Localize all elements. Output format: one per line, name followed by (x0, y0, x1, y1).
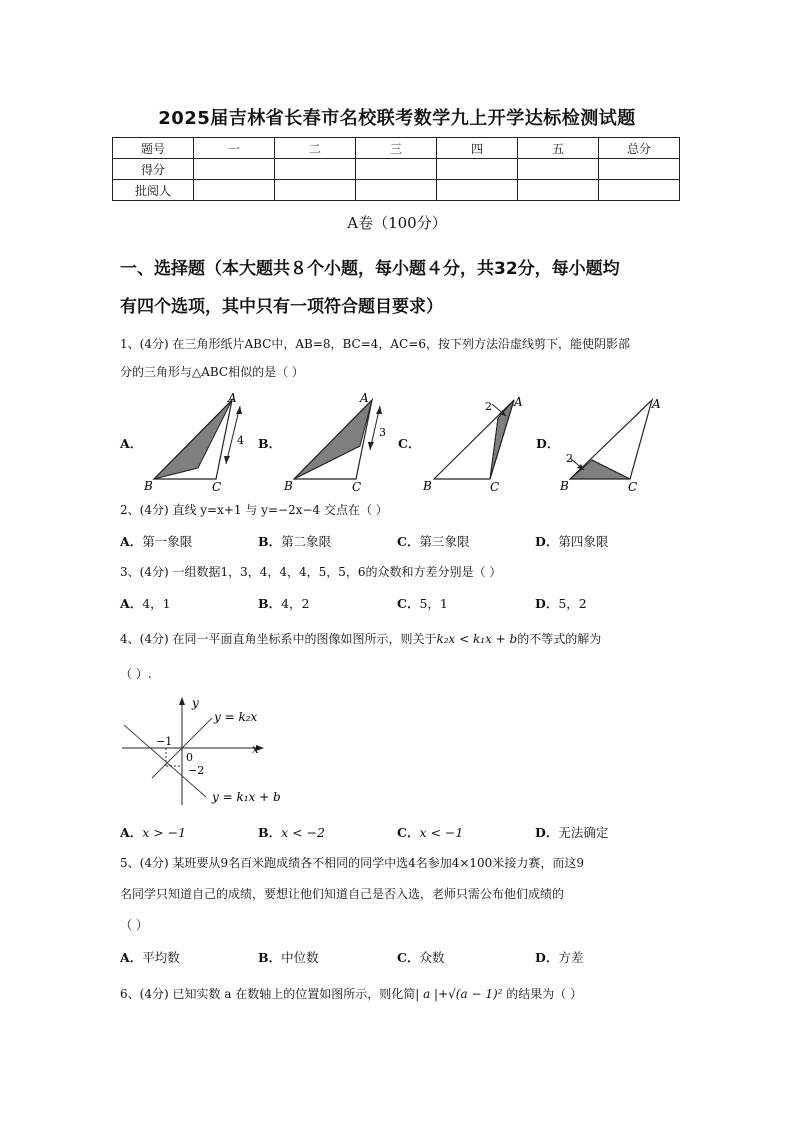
q4-graph (118, 693, 298, 808)
table-cell: 得分 (113, 159, 194, 180)
arrow-head (368, 442, 374, 450)
score-table-row (113, 159, 680, 180)
option-b: B．中位数 (258, 950, 319, 965)
score-table-header-row (113, 138, 680, 159)
part1-heading-line2: 有四个选项，其中只有一项符合题目要求） (120, 297, 443, 317)
option-b: B．x < −2 (258, 825, 325, 840)
q1-text-line2: 分的三角形与△ABC相似的是（ ） (120, 365, 304, 379)
option-a: A．第一象限 (120, 534, 193, 549)
option-d: D．第四象限 (535, 534, 609, 549)
line-label: y = k₂x (214, 710, 258, 724)
measure-label: 3 (379, 426, 386, 439)
measure-label: 2 (485, 400, 492, 413)
q6-text-suffix: 的结果为（ ） (506, 987, 583, 1001)
table-cell (275, 180, 356, 201)
arrow-head (236, 406, 242, 414)
measure-label: 2 (566, 452, 573, 465)
option-a: A．x > −1 (120, 825, 187, 840)
arrow-head (376, 406, 382, 414)
point-label: A (514, 395, 523, 409)
point-label: B (144, 479, 153, 493)
section-a-heading: A卷（100分） (347, 214, 447, 232)
point-label: C (352, 480, 362, 494)
q5-text-line2: 名同学只知道自己的成绩，要想让他们知道自己是否入选，老师只需公布他们成绩的 (120, 887, 565, 901)
q5-text-line3: （ ） (120, 918, 148, 932)
point-label: C (628, 480, 638, 494)
table-cell: 一 (194, 138, 275, 159)
option-a: A．平均数 (120, 950, 180, 965)
q4-text (120, 625, 680, 653)
table-cell (599, 180, 680, 201)
table-cell (518, 180, 599, 201)
tick-label: −2 (188, 764, 205, 777)
q6-text (120, 980, 680, 1008)
point-label: A (228, 391, 237, 405)
origin-label: 0 (186, 751, 193, 764)
line-label: y = k₁x + b (212, 790, 281, 804)
q1-text-line1: 1、(4分) 在三角形纸片ABC中，AB=8，BC=4，AC=6，按下列方法沿虚线剪下，能使阴影部 (120, 337, 630, 351)
q5-text-line1: 5、(4分) 某班要从9名百米跑成绩各不相同的同学中选4名参加4×100米接力赛，而这9 (120, 856, 584, 870)
q2-text: 2、(4分) 直线 y=x+1 与 y=−2x−4 交点在（ ） (120, 503, 388, 517)
q4-text-line2: （ ）. (120, 667, 152, 681)
point-label: B (284, 479, 293, 493)
q4-inequality: k₂x < k₁x + b (436, 632, 518, 646)
point-label: B (560, 479, 569, 493)
option-d: D．5，2 (535, 596, 587, 611)
q1-figure-c (420, 390, 535, 495)
point-label: A (652, 397, 661, 411)
q6-text-prefix: 6、(4分) 已知实数 a 在数轴上的位置如图所示，则化简 (120, 987, 416, 1001)
point-label: B (423, 479, 432, 493)
q5-options (120, 948, 680, 968)
q2-options (120, 532, 680, 552)
option-b: B．第二象限 (258, 534, 332, 549)
q1-option-a-label: A． (120, 436, 143, 451)
table-cell: 批阅人 (113, 180, 194, 201)
option-b: B．4，2 (258, 596, 310, 611)
q3-text: 3、(4分) 一组数据1，3，4，4，4，5，5，6的众数和方差分别是（ ） (120, 565, 502, 579)
q1-option-d-label: D． (536, 436, 560, 451)
tick-label: −1 (156, 735, 173, 748)
q1-option-c-label: C． (398, 436, 421, 451)
q4-text-suffix: 的不等式的解为 (517, 632, 602, 646)
table-cell (194, 180, 275, 201)
q1-figure-a (140, 390, 255, 495)
option-d: D．无法确定 (535, 825, 609, 840)
table-cell: 题号 (113, 138, 194, 159)
table-cell: 总分 (599, 138, 680, 159)
q1-figure-d (556, 390, 681, 495)
table-cell (356, 159, 437, 180)
y-axis-arrow (179, 697, 185, 705)
option-c: C．5，1 (397, 596, 448, 611)
table-cell (599, 159, 680, 180)
measure-label: 4 (237, 434, 244, 447)
table-cell (356, 180, 437, 201)
table-cell (437, 159, 518, 180)
table-cell: 二 (275, 138, 356, 159)
score-table (112, 137, 680, 201)
option-d: D．方差 (535, 950, 584, 965)
point-label: A (360, 391, 369, 405)
part1-heading-line1: 一、选择题（本大题共８个小题，每小题４分，共32分，每小题均 (120, 259, 620, 279)
page-title: 2025届吉林省长春市名校联考数学九上开学达标检测试题 (158, 108, 636, 129)
y-axis-label: y (192, 696, 199, 710)
table-cell (194, 159, 275, 180)
arrow-head (224, 456, 230, 464)
option-a: A．4，1 (120, 596, 171, 611)
point-label: C (212, 480, 222, 494)
table-cell (437, 180, 518, 201)
score-table-row (113, 180, 680, 201)
table-cell (518, 159, 599, 180)
q4-text-prefix: 4、(4分) 在同一平面直角坐标系中的图像如图所示，则关于 (120, 632, 437, 646)
q1-figure-b (280, 390, 395, 495)
table-cell: 四 (437, 138, 518, 159)
table-cell (275, 159, 356, 180)
x-axis-label: x (252, 742, 259, 756)
q4-options (120, 823, 680, 843)
option-c: C．第三象限 (397, 534, 470, 549)
table-cell: 五 (518, 138, 599, 159)
q3-options (120, 594, 680, 614)
option-c: C．众数 (397, 950, 445, 965)
option-c: C．x < −1 (397, 825, 464, 840)
q1-option-b-label: B． (258, 436, 282, 451)
q6-expression: | a |+√(a − 1)² (415, 987, 503, 1001)
table-cell: 三 (356, 138, 437, 159)
point-label: C (490, 480, 500, 494)
